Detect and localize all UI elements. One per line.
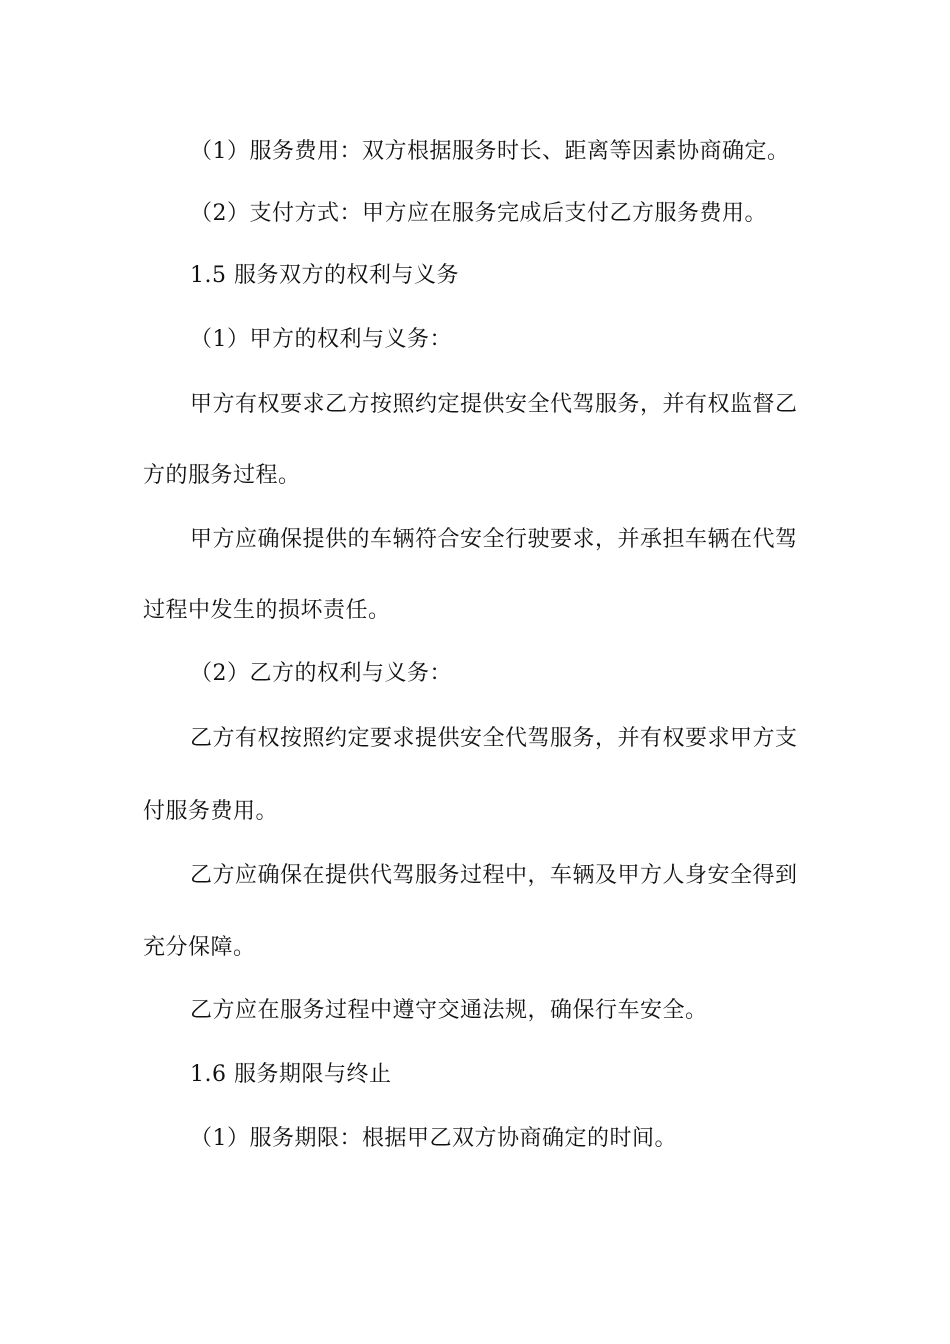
paragraph-party-a-right-1-cont: 方的服务过程。 — [143, 463, 301, 488]
paragraph-party-a-duty-1: 甲方应确保提供的车辆符合安全行驶要求，并承担车辆在代驾 — [190, 527, 798, 552]
paragraph-party-b-duty-1: 乙方应确保在提供代驾服务过程中，车辆及甲方人身安全得到 — [190, 863, 798, 888]
paragraph-service-term: （1）服务期限：根据甲乙双方协商确定的时间。 — [190, 1126, 677, 1151]
paragraph-payment-method: （2）支付方式：甲方应在服务完成后支付乙方服务费用。 — [190, 201, 767, 226]
paragraph-service-fee: （1）服务费用：双方根据服务时长、距离等因素协商确定。 — [190, 139, 790, 164]
subheading-party-a-rights: （1）甲方的权利与义务： — [190, 327, 452, 352]
section-heading-1-6: 1.6 服务期限与终止 — [190, 1062, 392, 1087]
subheading-party-b-rights: （2）乙方的权利与义务： — [190, 661, 452, 686]
paragraph-party-b-right-1-cont: 付服务费用。 — [143, 799, 279, 824]
section-heading-1-5: 1.5 服务双方的权利与义务 — [190, 263, 459, 288]
paragraph-party-a-right-1: 甲方有权要求乙方按照约定提供安全代驾服务，并有权监督乙 — [190, 392, 798, 417]
paragraph-party-b-right-1: 乙方有权按照约定要求提供安全代驾服务，并有权要求甲方支 — [190, 726, 798, 751]
paragraph-party-b-duty-2: 乙方应在服务过程中遵守交通法规，确保行车安全。 — [190, 998, 708, 1023]
paragraph-party-a-duty-1-cont: 过程中发生的损坏责任。 — [143, 598, 391, 623]
paragraph-party-b-duty-1-cont: 充分保障。 — [143, 935, 256, 960]
